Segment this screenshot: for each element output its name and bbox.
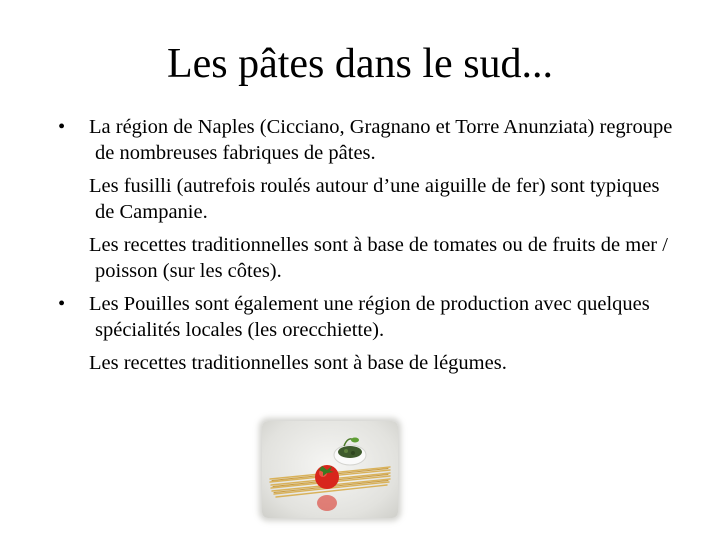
paragraph-naples [58, 114, 678, 166]
paragraph-text: Les recettes traditionnelles sont à base de tomates ou de fruits de mer / poisson (sur les côtes). [89, 234, 668, 282]
paragraph-text: Les recettes traditionnelles sont à base de légumes. [89, 352, 507, 374]
pasta-tomato-illustration [262, 421, 398, 518]
paragraph-text: Les fusilli (autrefois roulés autour d’une aiguille de fer) sont typiques de Campanie. [89, 175, 660, 223]
pasta-tomato-photo [262, 421, 398, 518]
bullet-marker: • [58, 293, 66, 315]
paragraph-text: Les Pouilles sont également une région de production avec quelques spécialités locales (les orecchiette). [89, 293, 650, 341]
paragraph-fusilli [58, 173, 678, 225]
slide-body [58, 114, 678, 383]
paragraph-pouilles [58, 291, 678, 343]
bullet-marker: • [58, 116, 66, 138]
paragraph-recettes-pouilles [58, 350, 678, 376]
paragraph-text: La région de Naples (Cicciano, Gragnano et Torre Anunziata) regroupe de nombreuses fabriques de pâtes. [89, 116, 673, 164]
paragraph-recettes-campanie [58, 232, 678, 284]
slide-title: Les pâtes dans le sud... [166, 41, 554, 87]
